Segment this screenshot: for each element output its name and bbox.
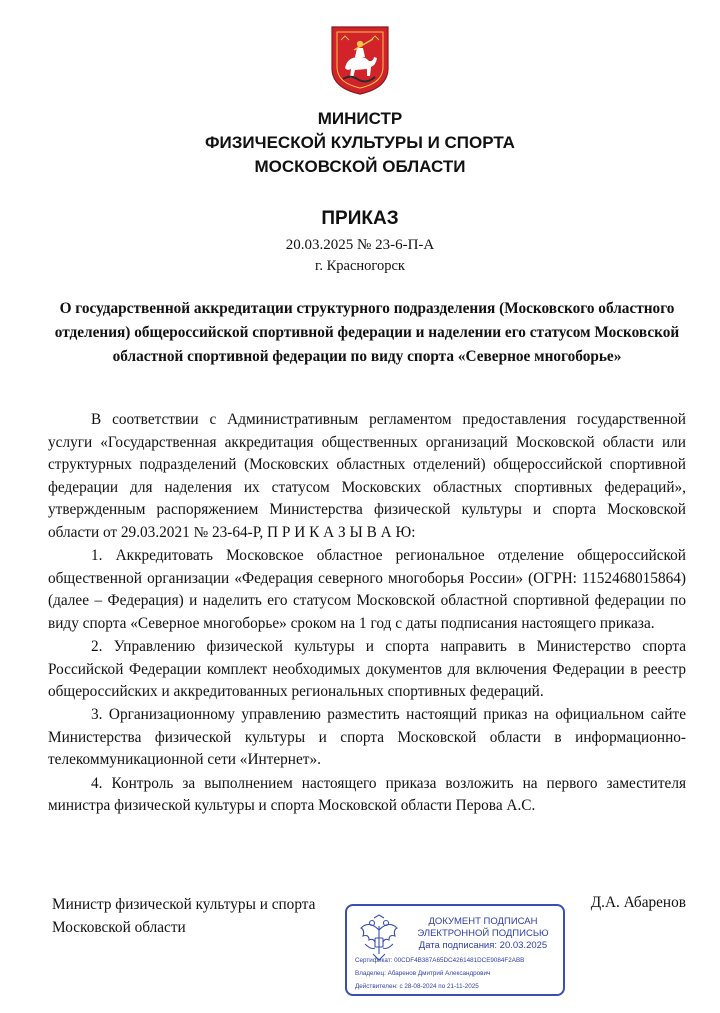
ministry-line-2: ФИЗИЧЕСКОЙ КУЛЬТУРЫ И СПОРТА	[205, 133, 515, 152]
stamp-validity: Действителен: с 28-08-2024 по 21-11-2025	[355, 983, 479, 990]
preamble-paragraph: В соответствии с Административным регламентом предоставления государственной услуги «Государственная аккредитация общественных организаций Московской области или структурных подразделений (Московских областных отделений) общероссийской спортивной федерации для наделения их статусом Московских областных спортивных федераций», утвержденным распоряжением Министерства физической культуры и спорта Московской области от 29.03.2021 № 23-64-Р, П Р И К А З Ы В А Ю:	[48, 411, 686, 541]
order-city: г. Красногорск	[315, 258, 405, 274]
stamp-owner: Владелец: Абаренов Дмитрий Александрович	[355, 970, 491, 977]
signatory-name: Д.А. Абаренов	[590, 894, 686, 911]
stamp-certificate: Сертификат: 00CDF4B387A65DC4261481DCE9084F2ABB	[355, 957, 525, 964]
ministry-line-3: МОСКОВСКОЙ ОБЛАСТИ	[254, 157, 466, 176]
signatory-position-line-2: Московской области	[52, 918, 186, 936]
item-3-paragraph: 3. Организационному управлению разместить настоящий приказ на официальном сайте Министерства физической культуры и спорта Московской области в информационно-телекоммуникационной сети «Интернет».	[48, 706, 686, 769]
order-date-number: 20.03.2025 № 23-6-П-А	[285, 237, 435, 253]
item-1-paragraph: 1. Аккредитовать Московское областное региональное отделение общероссийской общественной организации «Федерация северного многоборья России» (ОГРН: 1152468015864) (далее – Федерация) и наделить его статусом Московской областной спортивной федерации по виду спорта «Северное многоборье» сроком на 1 год с даты подписания настоящего приказа.	[48, 547, 686, 632]
ministry-line-1: МИНИСТР	[317, 109, 403, 128]
order-body	[48, 409, 686, 818]
stamp-title-line-2: ЭЛЕКТРОННОЙ ПОДПИСЬЮ	[417, 927, 549, 939]
item-2-paragraph: 2. Управлению физической культуры и спорта направить в Министерство спорта Российской Федерации комплект необходимых документов для включения Федерации в реестр общероссийских и аккредитованных региональных спортивных федераций.	[48, 637, 686, 701]
electronic-signature-stamp	[345, 904, 565, 996]
ministry-heading	[0, 107, 720, 179]
moscow-oblast-coat-of-arms-icon	[329, 24, 391, 96]
stamp-title-line-1: ДОКУМЕНТ ПОДПИСАН	[428, 916, 538, 927]
order-subject: О государственной аккредитации структурного подразделения (Московского областного отделения) общероссийской спортивной федерации и наделении его статусом Московской областной спортивной федерации по виду спорта «Северное многоборье»	[54, 300, 680, 365]
stamp-title	[403, 916, 563, 939]
signatory-position-line-1: Министр физической культуры и спорта	[52, 896, 316, 913]
stamp-signing-date: Дата подписания: 20.03.2025	[418, 940, 548, 951]
signatory-position	[52, 894, 315, 939]
document-type: ПРИКАЗ	[321, 208, 399, 229]
item-4-paragraph: 4. Контроль за выполнением настоящего приказа возложить на первого заместителя министра физической культуры и спорта Московской области Перова А.С.	[48, 774, 686, 815]
